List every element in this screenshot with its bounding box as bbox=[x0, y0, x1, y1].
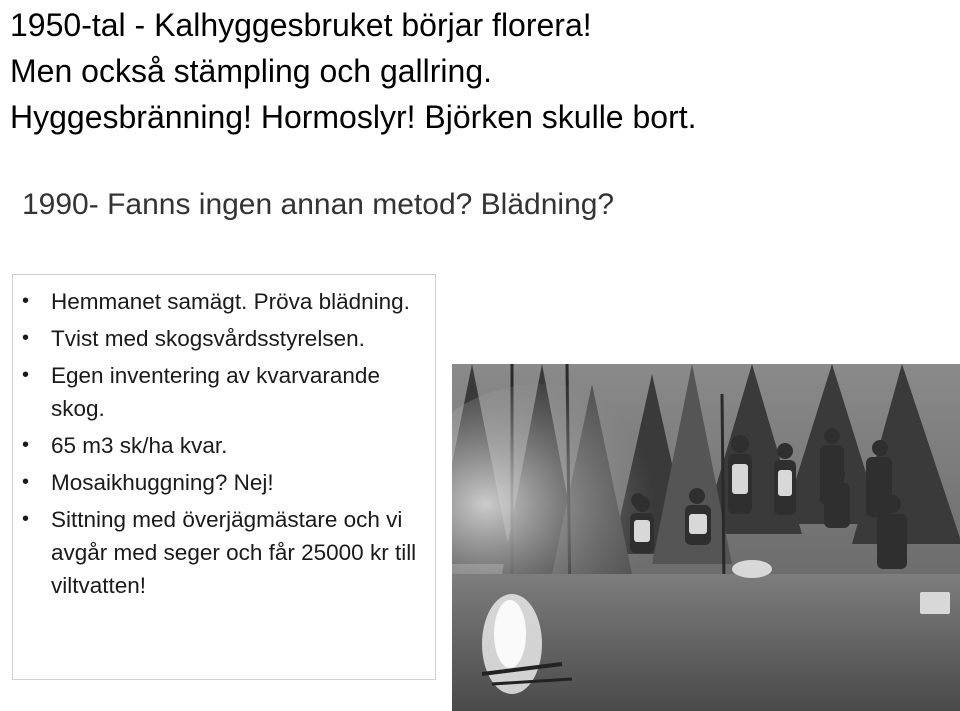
bullet-item: • Hemmanet samägt. Pröva blädning. bbox=[13, 285, 435, 318]
slide-title bbox=[10, 2, 697, 140]
bullet-list bbox=[13, 275, 435, 602]
title-line-1: 1950-tal - Kalhyggesbruket börjar florera! bbox=[10, 7, 592, 43]
bullet-item: • Egen inventering av kvarvarande skog. bbox=[13, 359, 435, 425]
bullet-item: • Tvist med skogsvårdsstyrelsen. bbox=[13, 322, 435, 355]
title-line-3: Hyggesbränning! Hormoslyr! Björken skulle bort. bbox=[10, 99, 697, 135]
bullet-list-box bbox=[12, 274, 436, 680]
slide-subtitle: 1990- Fanns ingen annan metod? Blädning? bbox=[22, 188, 615, 221]
photo-illustration bbox=[452, 364, 960, 711]
bullet-item: • Sittning med överjägmästare och vi avgår med seger och får 25000 kr till viltvatten! bbox=[13, 503, 435, 602]
bullet-item: • Mosaikhuggning? Nej! bbox=[13, 466, 435, 499]
title-line-2: Men också stämpling och gallring. bbox=[10, 53, 493, 89]
bullet-item: • 65 m3 sk/ha kvar. bbox=[13, 429, 435, 462]
forest-group-photo bbox=[452, 364, 960, 711]
